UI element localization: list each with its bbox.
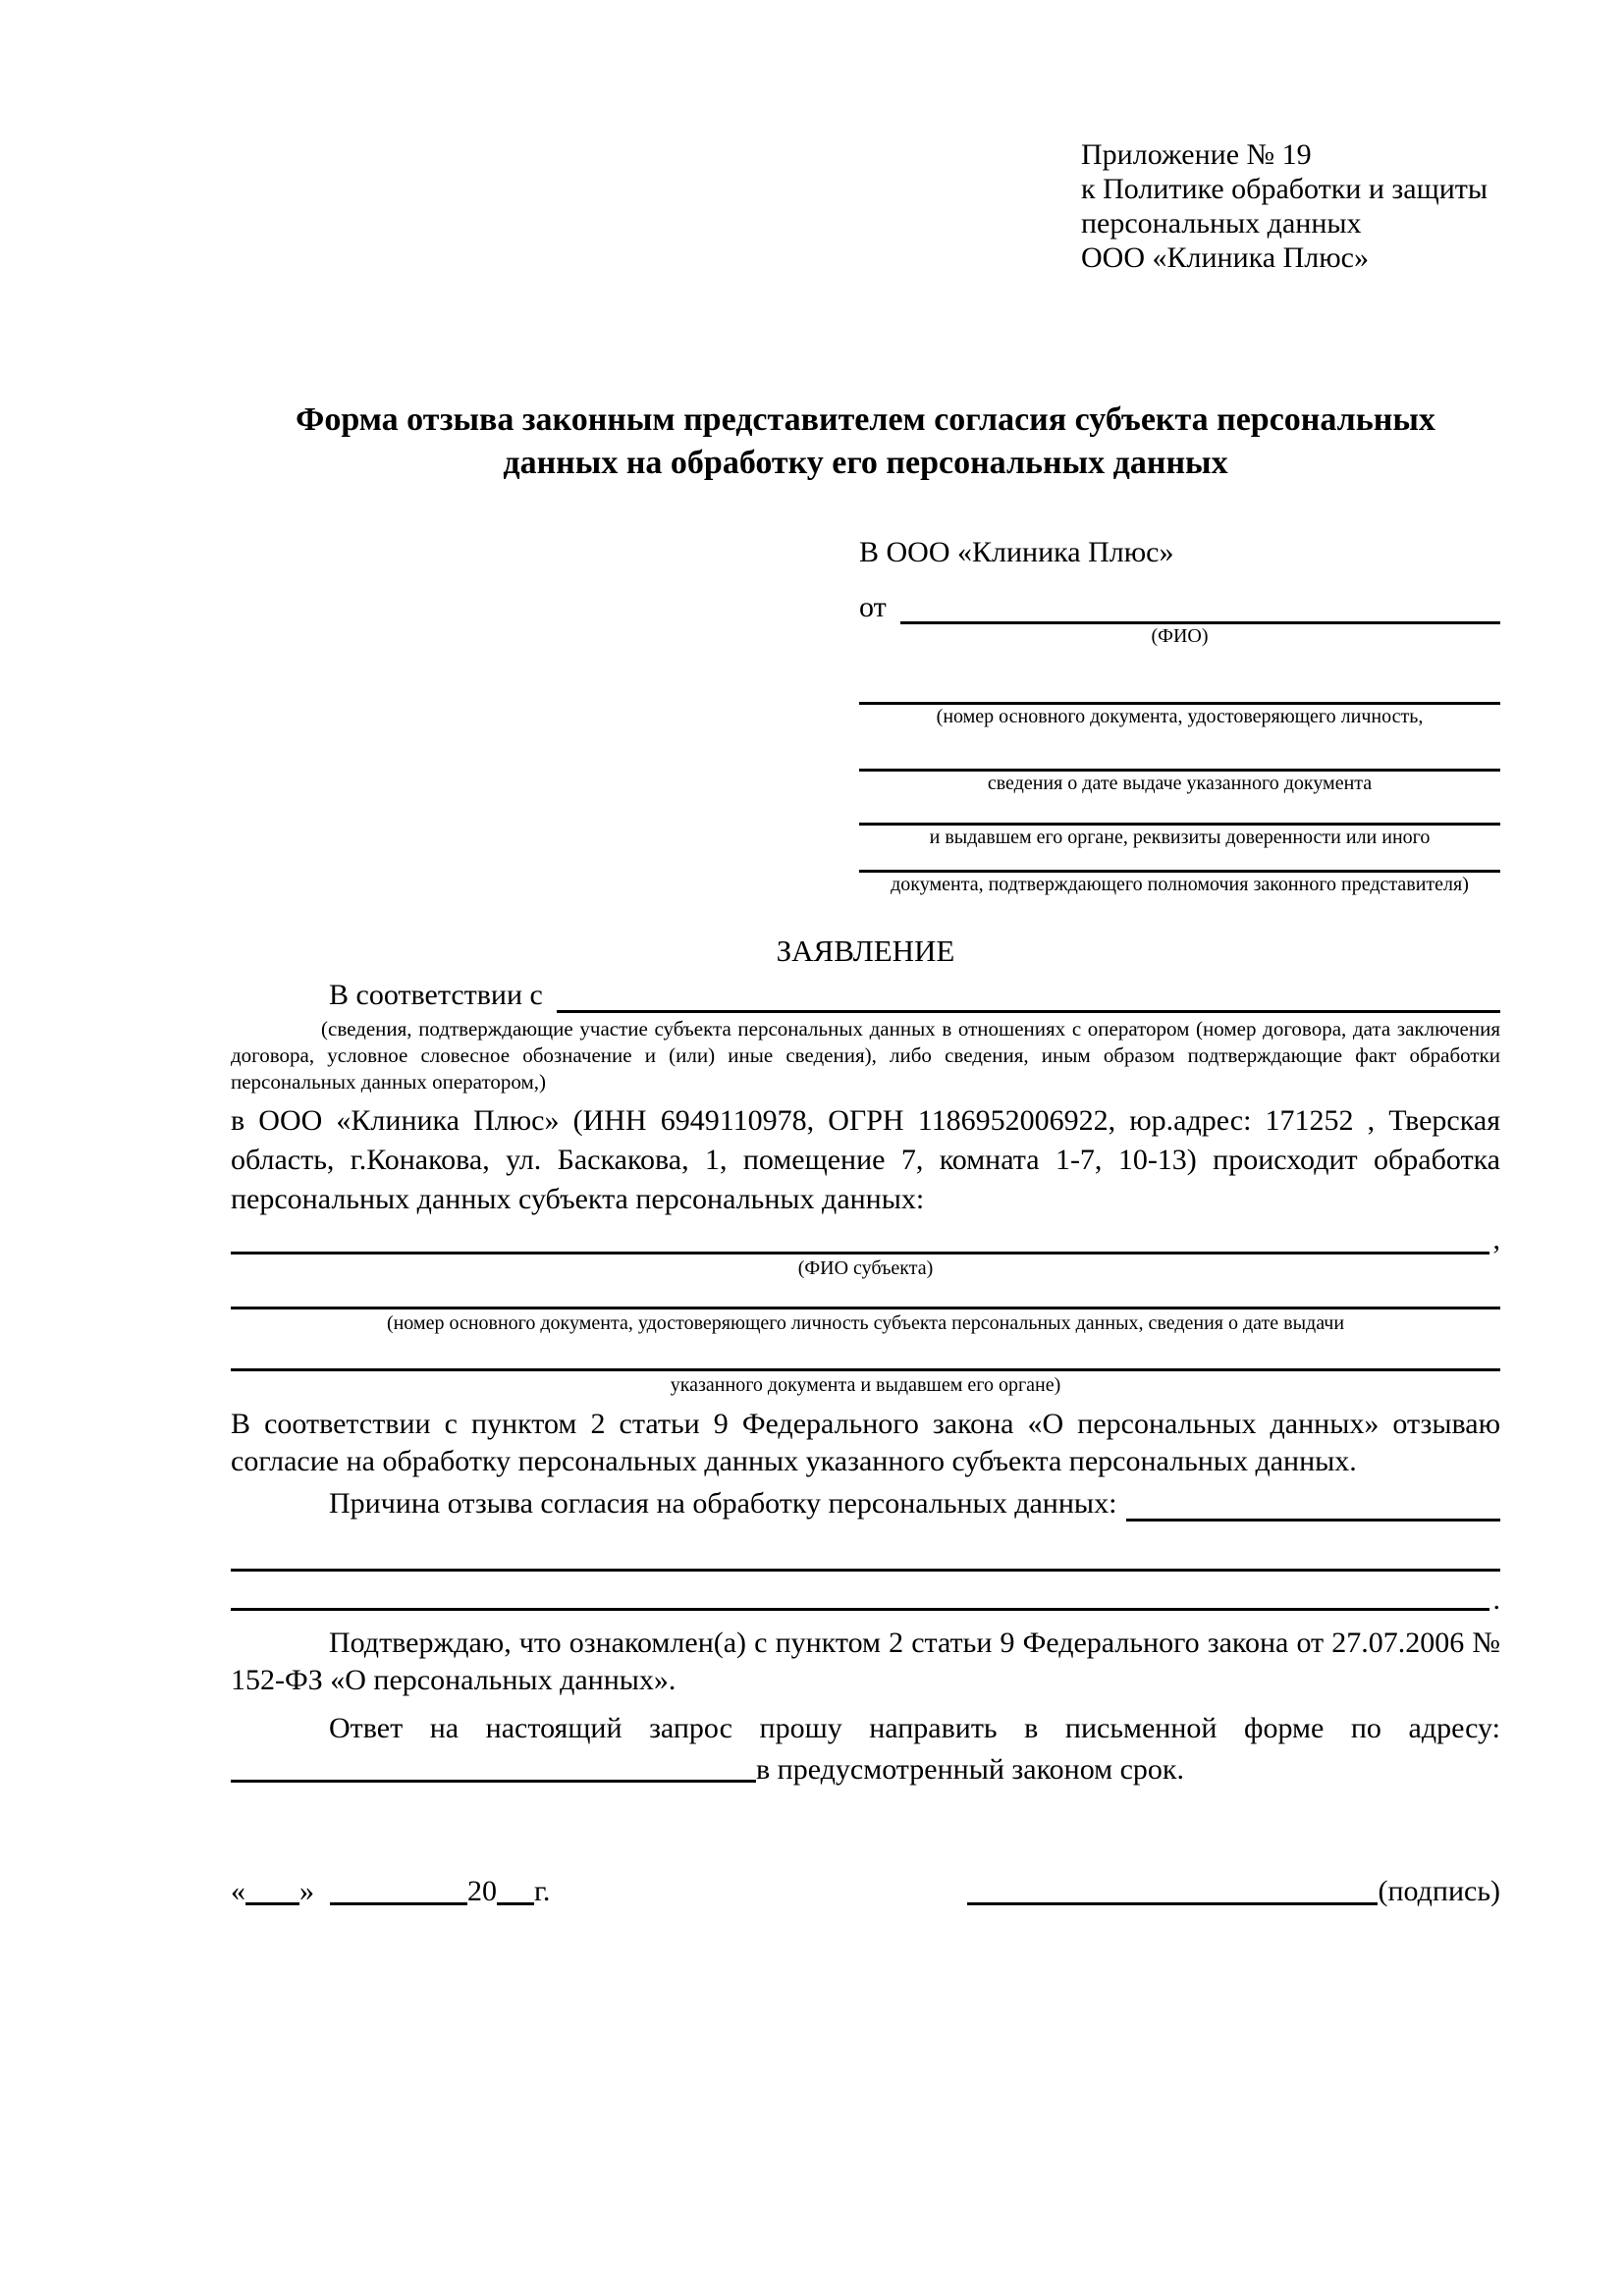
statement-heading: ЗАЯВЛЕНИЕ [776,934,955,968]
doc-line-group [859,823,1500,850]
subject-fio-comma: , [1492,1223,1500,1255]
reason-row-2 [231,1583,1500,1617]
from-row [859,579,1500,624]
subject-doc-caption-2: указанного документа и выдавшем его органе) [670,1374,1061,1396]
year-suffix: г. [534,1875,551,1907]
date-signature-row [231,1864,1500,1909]
addressee-block [859,532,1500,897]
reply-tail-text: в предусмотренный законом срок. [756,1753,1184,1786]
document-title: Форма отзыва законным представителем согласия субъекта персональных данных на обработку его персональных данных [296,401,1435,481]
subject-doc-blank-line-1 [231,1307,1500,1309]
signature-part [967,1874,1500,1909]
subject-fio-row [231,1225,1500,1255]
operator-paragraph: в ООО «Клиника Плюс» (ИНН 6949110978, ОГРН 1186952006922, юр.адрес: 171252 , Тверская область, г.Конакова, ул. Баскакова, 1, помещение 7, комната 1-7, 10-13) происходит обработка персональных данных субъекта персональных данных: [231,1104,1500,1215]
appendix-block [1081,0,1500,275]
signature-blank-line [967,1902,1378,1905]
doc-caption-1: (номер основного документа, удостоверяющего личность, [936,706,1424,727]
day-quote-close: » [299,1875,314,1907]
document-content [231,0,1500,1909]
day-blank-line [245,1902,299,1905]
withdrawal-paragraph: В соответствии с пунктом 2 статьи 9 Федерального закона «О персональных данных» отзываю согласие на обработку персональных данных указанного субъекта персональных данных. [231,1408,1500,1477]
date-part [231,1874,550,1909]
doc-line-group [859,702,1500,729]
doc-caption-3: и выдавшем его органе, реквизиты доверенности или иного [929,827,1431,848]
month-blank-line [330,1902,467,1905]
year-blank-line [497,1902,534,1905]
appendix-line: персональных данных [1081,207,1362,240]
accordance-row [231,972,1500,1013]
doc-line-group [859,769,1500,796]
subject-fio-blank-line [231,1252,1489,1255]
reply-lead-paragraph: Ответ на настоящий запрос прошу направить в письменной форме по адресу: [329,1712,1500,1744]
reply-address-blank-line [231,1780,756,1783]
signature-caption: (подпись) [1378,1875,1500,1907]
doc-line-group [859,870,1500,897]
reason-label: Причина отзыва согласия на обработку персональных данных: [329,1487,1117,1520]
reason-blank-line-full [231,1569,1500,1572]
accordance-blank-line [557,1010,1500,1013]
reason-blank-line-2 [231,1608,1489,1611]
subject-doc-caption-1: (номер основного документа, удостоверяющего личность субъекта персональных данных, сведения о дате выдачи [386,1312,1345,1334]
doc-caption-4: документа, подтверждающего полномочия законного представителя) [891,874,1469,895]
accordance-note: (сведения, подтверждающие участие субъекта персональных данных в отношениях с оператором (номер договора, дата заключения договора, условное словесное обозначение и (или) иные сведения), либо сведения, иным образом подтверждающие факт обработки персональных данных оператором,) [231,1017,1500,1094]
addressee-to: В ООО «Клиника Плюс» [859,536,1174,568]
accordance-label: В соответствии с [329,979,543,1011]
subject-fio-caption: (ФИО субъекта) [797,1257,934,1279]
doc-caption-2: сведения о дате выдаче указанного документа [987,773,1373,794]
day-quote-open: « [231,1875,245,1907]
reason-line-period: . [1492,1583,1500,1616]
reason-row [231,1480,1500,1522]
fio-caption: (ФИО) [1151,625,1209,647]
from-label: от [859,591,887,623]
subject-doc-blank-line-2 [231,1368,1500,1371]
appendix-line: Приложение № 19 [1081,138,1312,171]
reason-blank-line-short [1126,1519,1500,1522]
appendix-line: ООО «Клиника Плюс» [1081,241,1369,274]
reply-row [231,1748,1500,1788]
appendix-line: к Политике обработки и защиты [1081,173,1489,205]
confirm-paragraph: Подтверждаю, что ознакомлен(а) с пунктом 2 статьи 9 Федерального закона от 27.07.2006 № 152-ФЗ «О персональных данных». [231,1627,1500,1696]
year-century: 20 [467,1875,497,1907]
